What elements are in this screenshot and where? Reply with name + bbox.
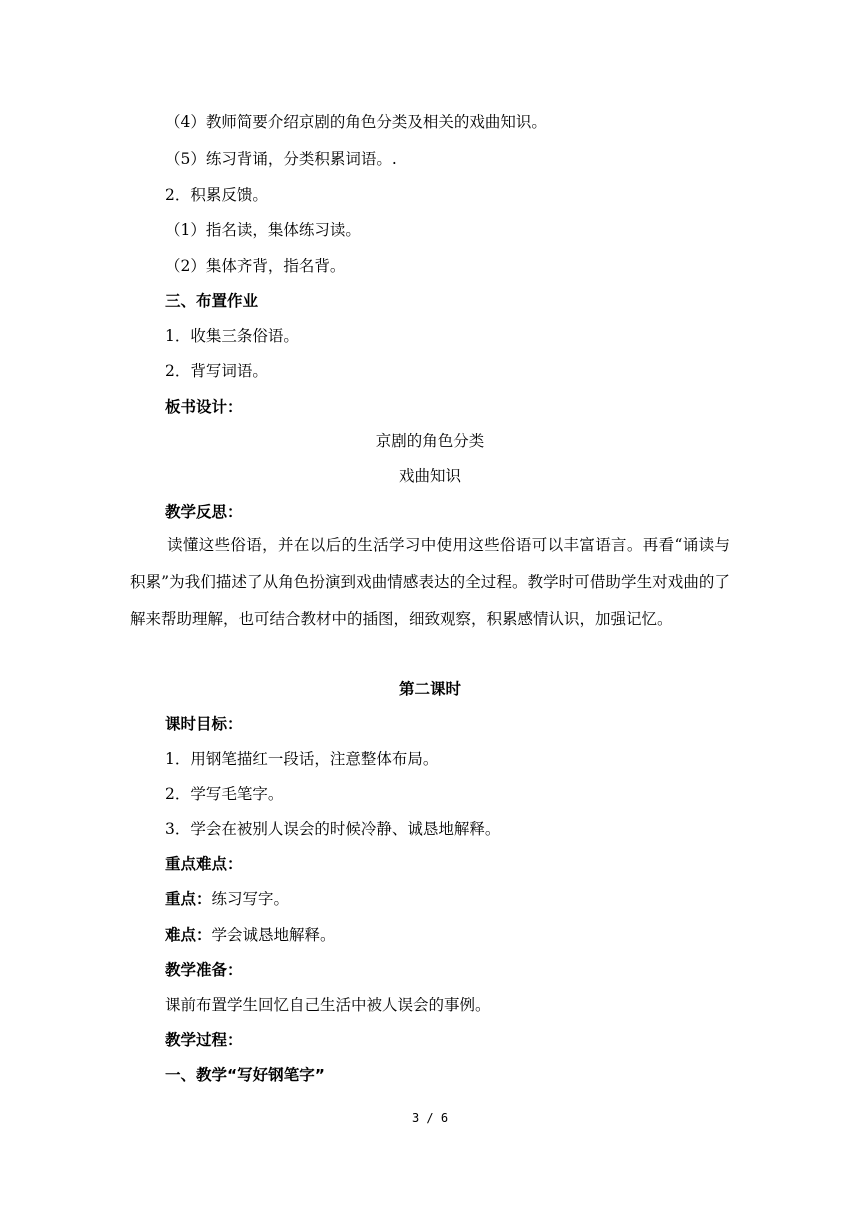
board-design-heading: 板书设计： bbox=[165, 398, 243, 416]
preparation-text: 课前布置学生回忆自己生活中被人误会的事例。 bbox=[165, 996, 491, 1014]
key-points-heading: 重点难点： bbox=[165, 855, 243, 873]
feedback-2-text: （2）集体齐背，指名背。 bbox=[165, 257, 346, 275]
goal-3-text: 3．学会在被别人误会的时候冷静、诚恳地解释。 bbox=[165, 820, 501, 838]
section-homework-heading: 三、布置作业 bbox=[165, 292, 259, 310]
difficult-point-line bbox=[165, 925, 336, 945]
homework-1-text: 1．收集三条俗语。 bbox=[165, 327, 299, 345]
reflection-heading: 教学反思： bbox=[165, 503, 243, 521]
key-point-line bbox=[165, 889, 289, 909]
feedback-1-text: （1）指名读，集体练习读。 bbox=[165, 221, 361, 239]
difficult-point-label: 难点： bbox=[165, 926, 212, 944]
board-line-2: 戏曲知识 bbox=[398, 467, 461, 485]
reflection-paragraph: 读懂这些俗语，并在以后的生活学习中使用这些俗语可以丰富语言。再看“诵读与积累”为我们描述了从角色扮演到戏曲情感表达的全过程。教学时可借助学生对戏曲的了解来帮助理解，也可结合教材中的插图，细致观察，积累感情认识，加强记忆。 bbox=[130, 536, 730, 628]
page-number: 3 / 6 bbox=[411, 1111, 449, 1125]
goal-1-text: 1．用钢笔描红一段话，注意整体布局。 bbox=[165, 750, 439, 768]
goal-2-text: 2．学写毛笔字。 bbox=[165, 785, 284, 803]
process-step-1-heading: 一、教学“写好钢笔字” bbox=[165, 1066, 325, 1084]
process-heading: 教学过程： bbox=[165, 1031, 243, 1049]
item-2-feedback: 2．积累反馈。 bbox=[165, 186, 268, 204]
second-lesson-heading: 第二课时 bbox=[398, 680, 461, 698]
key-point-text: 练习写字。 bbox=[211, 890, 290, 908]
preparation-heading: 教学准备： bbox=[165, 961, 243, 979]
board-line-1: 京剧的角色分类 bbox=[375, 432, 485, 450]
step-5-text: （5）练习背诵，分类积累词语。. bbox=[165, 150, 397, 168]
key-point-label: 重点： bbox=[165, 890, 212, 908]
homework-2-text: 2．背写词语。 bbox=[165, 362, 268, 380]
lesson-goals-heading: 课时目标： bbox=[165, 715, 243, 733]
step-4-text: （4）教师简要介绍京剧的角色分类及相关的戏曲知识。 bbox=[165, 113, 547, 131]
difficult-point-text: 学会诚恳地解释。 bbox=[211, 926, 336, 944]
